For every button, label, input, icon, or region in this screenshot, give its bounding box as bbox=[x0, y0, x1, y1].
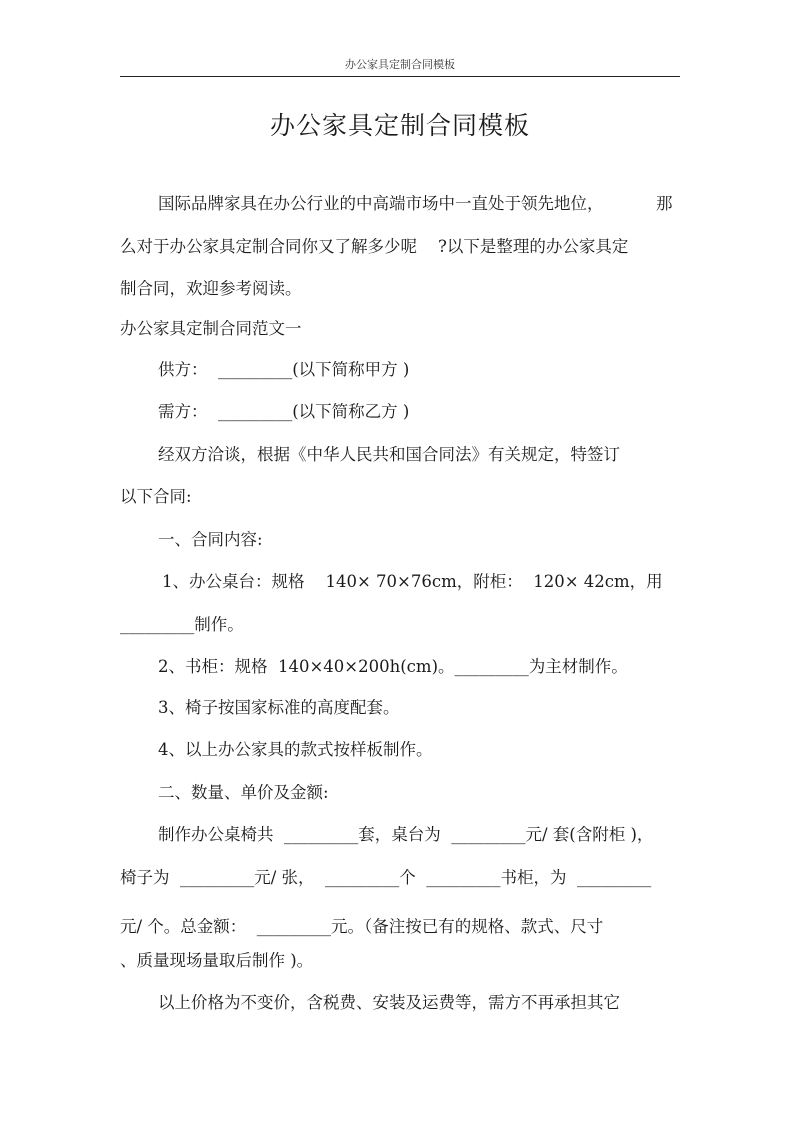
paragraph-line: 以上价格为不变价，含税费、安装及运费等，需方不再承担其它 bbox=[158, 993, 620, 1012]
paragraph-line: 制合同，欢迎参考阅读。 bbox=[120, 279, 302, 298]
paragraph-line: 以下合同: bbox=[120, 487, 192, 506]
clause-heading: 二、数量、单价及金额: bbox=[158, 783, 329, 802]
clause-item: 3、椅子按国家标准的高度配套。 bbox=[158, 698, 400, 717]
paragraph-line: 经双方洽谈，根据《中华人民共和国合同法》有关规定，特签订 bbox=[158, 445, 620, 464]
clause-heading: 一、合同内容: bbox=[158, 530, 263, 549]
paragraph-line: 、质量现场量取后制作 )。 bbox=[120, 951, 314, 970]
section-heading: 办公家具定制合同范文一 bbox=[120, 319, 302, 338]
buyer-line: 需方： _________(以下简称乙方 ) bbox=[158, 402, 410, 421]
paragraph-line: 椅子为 _________元/ 张， _________个 _________书柜，为 _________ bbox=[120, 868, 652, 887]
header-divider bbox=[120, 76, 680, 77]
paragraph-line: 么对于办公家具定制合同你又了解多少呢 ?以下是整理的办公家具定 bbox=[120, 237, 629, 256]
supplier-line: 供方： _________(以下简称甲方 ) bbox=[158, 360, 410, 379]
paragraph-line: 国际品牌家具在办公行业的中高端市场中一直处于领先地位， bbox=[158, 194, 604, 213]
running-header: 办公家具定制合同模板 bbox=[345, 58, 455, 71]
paragraph-line: 制作办公桌椅共 _________套，桌台为 _________元/ 套(含附柜 )， bbox=[158, 825, 654, 844]
clause-item: _________制作。 bbox=[120, 615, 244, 634]
clause-item: 2、书柜：规格 140×40×200h(cm)。_________为主材制作。 bbox=[158, 657, 628, 676]
paragraph-line-tail: 那 bbox=[656, 194, 673, 213]
clause-item: 4、以上办公家具的款式按样板制作。 bbox=[158, 740, 433, 759]
paragraph-line: 元/ 个。总金额： _________元。（备注按已有的规格、款式、尺寸 bbox=[120, 917, 604, 936]
document-title: 办公家具定制合同模板 bbox=[269, 111, 530, 140]
clause-item: 1、办公桌台：规格 140× 70×76cm，附柜： 120× 42cm，用 bbox=[162, 572, 663, 591]
